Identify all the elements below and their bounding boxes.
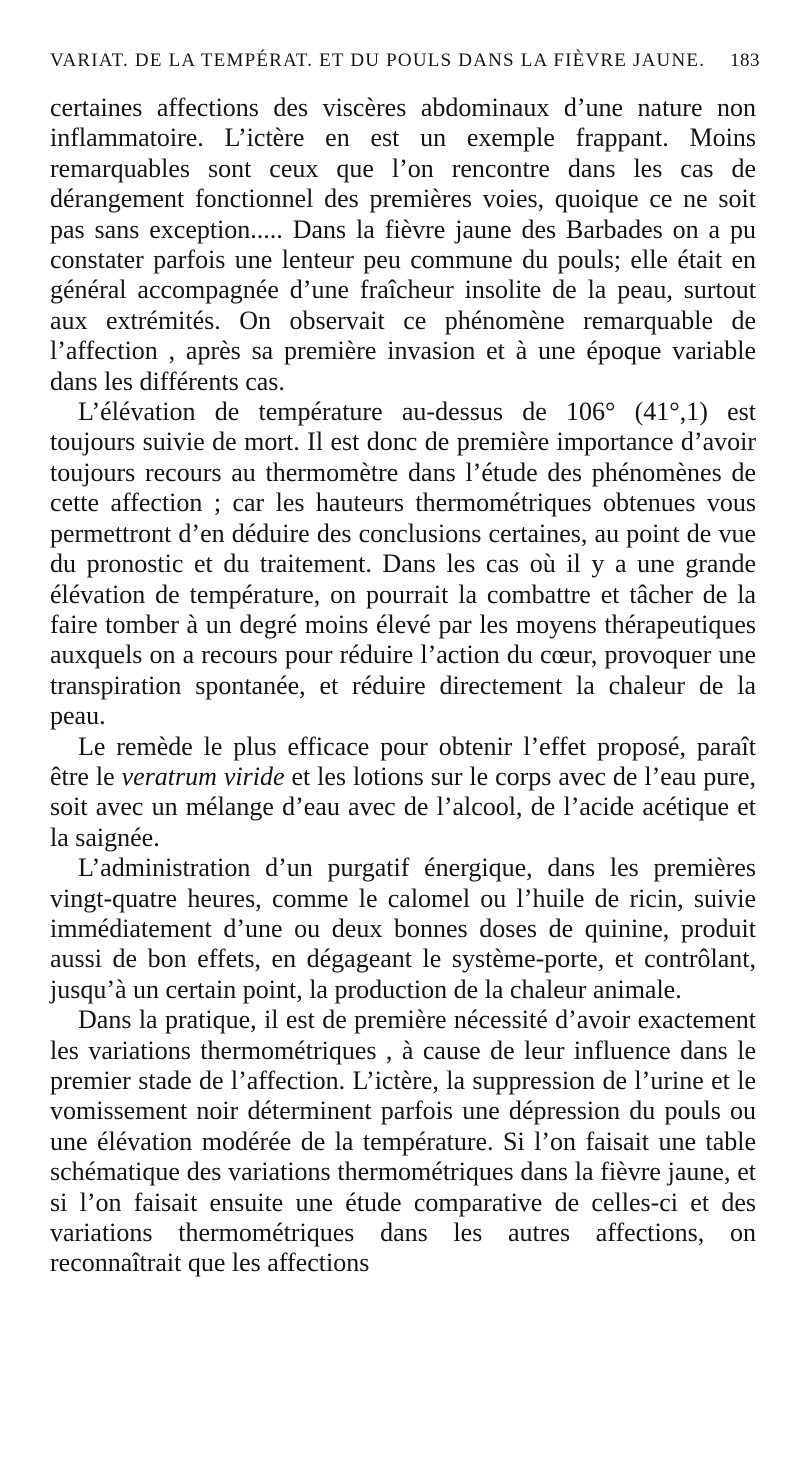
page-number: 183	[730, 50, 760, 71]
paragraph-4	[50, 853, 756, 1005]
paragraph-2	[50, 397, 756, 731]
paragraph-text: Dans la pratique, il est de première nécessité d’avoir exactement les variations thermométriques , à cause de leur influence dans le premier stade de l’affection. L’ictère, la suppression de l’urine et le vomissement noir déterminent parfois une dépression du pouls ou une élévation modérée de la température. Si l’on faisait une table schématique des variations thermométriques dans la fièvre jaune, et si l’on faisait ensuite une étude comparative de celles-ci et des variations thermométriques dans les autres affections, on reconnaîtrait que les affections	[50, 1005, 756, 1278]
body-text	[50, 93, 756, 1279]
running-title: VARIAT. DE LA TEMPÉRAT. ET DU POULS DANS LA FIÈVRE JAUNE.	[50, 50, 706, 71]
paragraph-text: L’élévation de température au-dessus de 106° (41°,1) est toujours suivie de mort. Il est donc de première importance d’avoir toujours recours au thermomètre dans l’étude des phénomènes de cette affection ; car les hauteurs thermométriques obtenues vous permettront d’en déduire des conclusions certaines, au point de vue du pronostic et du traitement. Dans les cas où il y a une grande élévation de température, on pourrait la combattre et tâcher de la faire tomber à un degré moins élevé par les moyens thérapeutiques auxquels on a recours pour réduire l’action du cœur, provoquer une transpiration spontanée, et réduire directement la chaleur de la peau.	[50, 397, 756, 731]
paragraph-text: certaines affections des viscères abdominaux d’une nature non inflammatoire. L’ictère en est un exemple frappant. Moins remarquables sont ceux que l’on rencontre dans les cas de dérangement fonctionnel des premières voies, quoique ce ne soit pas sans exception..... Dans la fièvre jaune des Barbades on a pu constater parfois une lenteur peu commune du pouls; elle était en général accompagnée d’une fraîcheur insolite de la peau, surtout aux extrémités. On observait ce phénomène remarquable de l’affection , après sa première invasion et à une époque variable dans les différents cas.	[50, 93, 756, 396]
paragraph-text: Le remède le plus efficace pour obtenir l’effet proposé, paraît être le	[50, 731, 756, 791]
paragraph-1	[50, 93, 756, 397]
paragraph-text: L’administration d’un purgatif énergique, dans les premières vingt-quatre heures, comme le calomel ou l’huile de ricin, suivie immédiatement d’une ou deux bonnes doses de quinine, produit aussi de bon effets, en dégageant le système-porte, et contrôlant, jusqu’à un certain point, la production de la chaleur animale.	[50, 853, 756, 1004]
paragraph-text-after: et les lotions sur le corps avec de l’eau pure, soit avec un mélange d’eau avec de l’alcool, de l’acide acétique et la saignée.	[50, 761, 756, 852]
paragraph-3	[50, 732, 756, 854]
paragraph-5	[50, 1005, 756, 1279]
running-head	[50, 50, 760, 72]
paragraph-italic: veratrum viride	[121, 761, 285, 791]
